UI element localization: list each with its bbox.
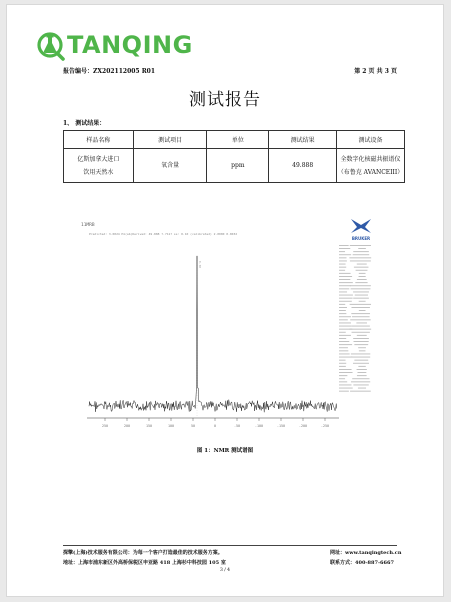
parameter-line <box>358 366 365 367</box>
parameter-line <box>339 254 351 255</box>
parameter-line <box>339 316 351 317</box>
sample-line-1: 亿斯加拿大进口 <box>77 155 120 163</box>
header-item: 测试项目 <box>133 131 207 149</box>
parameter-line <box>356 270 368 271</box>
parameter-line <box>356 323 367 324</box>
parameter-line <box>359 310 366 311</box>
parameter-line <box>351 381 370 382</box>
bruker-brand: BRUKER <box>351 236 371 241</box>
nmr-header-line: Predicted: 3.0024 Hz(ab)Derived: 49.888 ?.?S1? ss: 0.10 (calibrated) 2.0000 0.0032 <box>89 232 238 236</box>
parameter-line <box>354 341 369 342</box>
parameter-line <box>357 369 367 370</box>
parameter-line <box>352 378 369 379</box>
x-tick-label: -50 <box>233 424 241 428</box>
parameter-line <box>355 295 368 296</box>
parameter-line <box>339 279 350 280</box>
parameter-line <box>339 372 353 373</box>
x-tick-label: 150 <box>145 424 153 428</box>
x-tick-label: 50 <box>190 424 196 428</box>
parameter-line <box>353 298 369 299</box>
parameter-line <box>351 307 369 308</box>
report-page <box>6 4 444 597</box>
footer-divider <box>63 545 397 546</box>
parameter-line <box>339 323 351 324</box>
report-title: 测试报告 <box>189 90 261 110</box>
parameter-line <box>339 378 345 379</box>
parameter-line <box>339 357 352 358</box>
parameter-line <box>351 357 370 358</box>
parameter-line <box>354 344 368 345</box>
parameter-line <box>339 332 346 333</box>
parameter-line <box>350 285 371 286</box>
x-tick-label: 200 <box>123 424 131 428</box>
parameter-line <box>354 267 369 268</box>
parameter-line <box>358 347 366 348</box>
cell-result: 49.888 <box>269 149 337 183</box>
parameter-line <box>359 276 366 277</box>
parameter-line <box>339 381 347 382</box>
nmr-sample-label: 11MRB <box>81 223 95 228</box>
footer-contact: 联系方式：400-887-6667 <box>330 560 394 566</box>
parameter-line <box>357 279 367 280</box>
bruker-logo <box>351 219 371 241</box>
parameter-line <box>339 375 347 376</box>
parameter-line <box>354 360 368 361</box>
parameter-line <box>339 344 352 345</box>
header-result: 测试结果 <box>269 131 337 149</box>
parameter-line <box>357 335 367 336</box>
parameter-line <box>349 329 371 330</box>
parameter-line <box>339 292 347 293</box>
parameter-line <box>353 338 369 339</box>
nmr-spectrum <box>81 215 381 440</box>
parameter-line <box>350 304 371 305</box>
parameter-line <box>339 295 353 296</box>
parameter-line <box>339 267 346 268</box>
parameter-line <box>339 388 353 389</box>
parameter-line <box>353 254 370 255</box>
parameter-line <box>339 288 349 289</box>
parameter-line <box>339 285 351 286</box>
parameter-line <box>339 354 350 355</box>
x-tick-label: 100 <box>167 424 175 428</box>
x-tick-label: -100 <box>254 424 264 428</box>
parameter-line <box>353 385 368 386</box>
parameter-line <box>339 385 351 386</box>
footer-page-number: 3 / 4 <box>219 568 231 573</box>
parameter-line <box>351 313 370 314</box>
parameter-line <box>359 273 366 274</box>
spectrum-trace <box>89 256 337 412</box>
cell-item: 氧含量 <box>133 149 207 183</box>
peak-label: 0.00 <box>198 261 202 269</box>
acquisition-parameters <box>339 245 371 392</box>
parameter-line <box>352 326 370 327</box>
footer-website[interactable]: 网址：www.tanqingtech.cn <box>330 550 402 556</box>
result-table <box>63 130 405 183</box>
parameter-line <box>349 257 371 258</box>
parameter-line <box>339 304 345 305</box>
x-tick-label: -150 <box>276 424 286 428</box>
parameter-line <box>359 301 366 302</box>
parameter-line <box>339 366 346 367</box>
parameter-line <box>339 313 346 314</box>
parameter-line <box>358 248 366 249</box>
parameter-line <box>359 350 366 351</box>
report-number: 报告编号：ZX202112005 R01 <box>63 68 156 75</box>
parameter-line <box>353 292 369 293</box>
cell-unit: ppm <box>207 149 269 183</box>
x-tick-label: 250 <box>101 424 109 428</box>
parameter-line <box>339 298 353 299</box>
parameter-line <box>339 335 351 336</box>
x-axis-ticks <box>102 418 329 428</box>
sample-line-2: 饮用天然水 <box>83 168 114 176</box>
header-equipment: 测试设备 <box>337 131 405 149</box>
table-header-row <box>64 131 405 149</box>
header-sample: 样品名称 <box>64 131 134 149</box>
parameter-line <box>339 261 347 262</box>
footer-company: 探擎(上海)技术服务有限公司：为每一个客户打造最佳的技术服务方案。 <box>63 550 223 556</box>
parameter-line <box>339 341 349 342</box>
parameter-line <box>339 270 345 271</box>
parameter-line <box>339 338 346 339</box>
parameter-line <box>350 261 371 262</box>
x-tick-label: 0 <box>213 424 217 428</box>
parameter-line <box>339 363 346 364</box>
parameter-line <box>350 319 370 320</box>
parameter-line <box>339 264 346 265</box>
footer-address: 地址：上海市浦东新区外高桥保税区申亚路 418 上海杉中科技园 105 室 <box>63 560 226 566</box>
equipment-line-1: 全数字化核磁共振谱仪 <box>340 155 401 163</box>
logo-text: TANQING <box>67 31 193 59</box>
parameter-line <box>339 347 348 348</box>
parameter-line <box>353 363 369 364</box>
parameter-line <box>339 282 353 283</box>
parameter-line <box>357 372 366 373</box>
flask-icon <box>37 29 65 61</box>
parameter-line <box>339 319 348 320</box>
x-tick-label: -200 <box>298 424 308 428</box>
parameter-line <box>357 264 367 265</box>
figure-caption: 图 1：NMR 测试谱图 <box>196 448 254 454</box>
parameter-line <box>339 301 352 302</box>
parameter-line <box>350 391 371 392</box>
parameter-line <box>355 282 367 283</box>
table-row <box>64 149 405 183</box>
parameter-line <box>339 245 349 246</box>
page-info: 第 2 页 共 3 页 <box>354 68 397 75</box>
parameter-line <box>351 354 370 355</box>
parameter-line <box>339 310 346 311</box>
section-title: 1、 测试结果： <box>63 120 106 127</box>
parameter-line <box>339 251 345 252</box>
parameter-line <box>350 245 371 246</box>
parameter-line <box>339 307 347 308</box>
parameter-line <box>353 251 369 252</box>
x-tick-label: -250 <box>320 424 330 428</box>
tanqing-logo <box>37 29 193 61</box>
parameter-line <box>339 369 352 370</box>
parameter-line <box>339 350 348 351</box>
parameter-line <box>339 391 349 392</box>
parameter-line <box>358 388 366 389</box>
parameter-line <box>351 288 371 289</box>
equipment-line-2: （布鲁克 AVANCEIII） <box>337 168 404 176</box>
parameter-line <box>339 276 352 277</box>
header-unit: 单位 <box>207 131 269 149</box>
cell-equipment <box>337 149 405 183</box>
parameter-line <box>339 257 347 258</box>
parameter-line <box>339 360 346 361</box>
bruker-emblem <box>351 219 371 233</box>
parameter-line <box>352 316 370 317</box>
parameter-line <box>339 326 351 327</box>
cell-sample <box>64 149 134 183</box>
parameter-line <box>339 248 350 249</box>
parameter-line <box>339 273 351 274</box>
parameter-line <box>357 375 367 376</box>
parameter-line <box>352 332 370 333</box>
